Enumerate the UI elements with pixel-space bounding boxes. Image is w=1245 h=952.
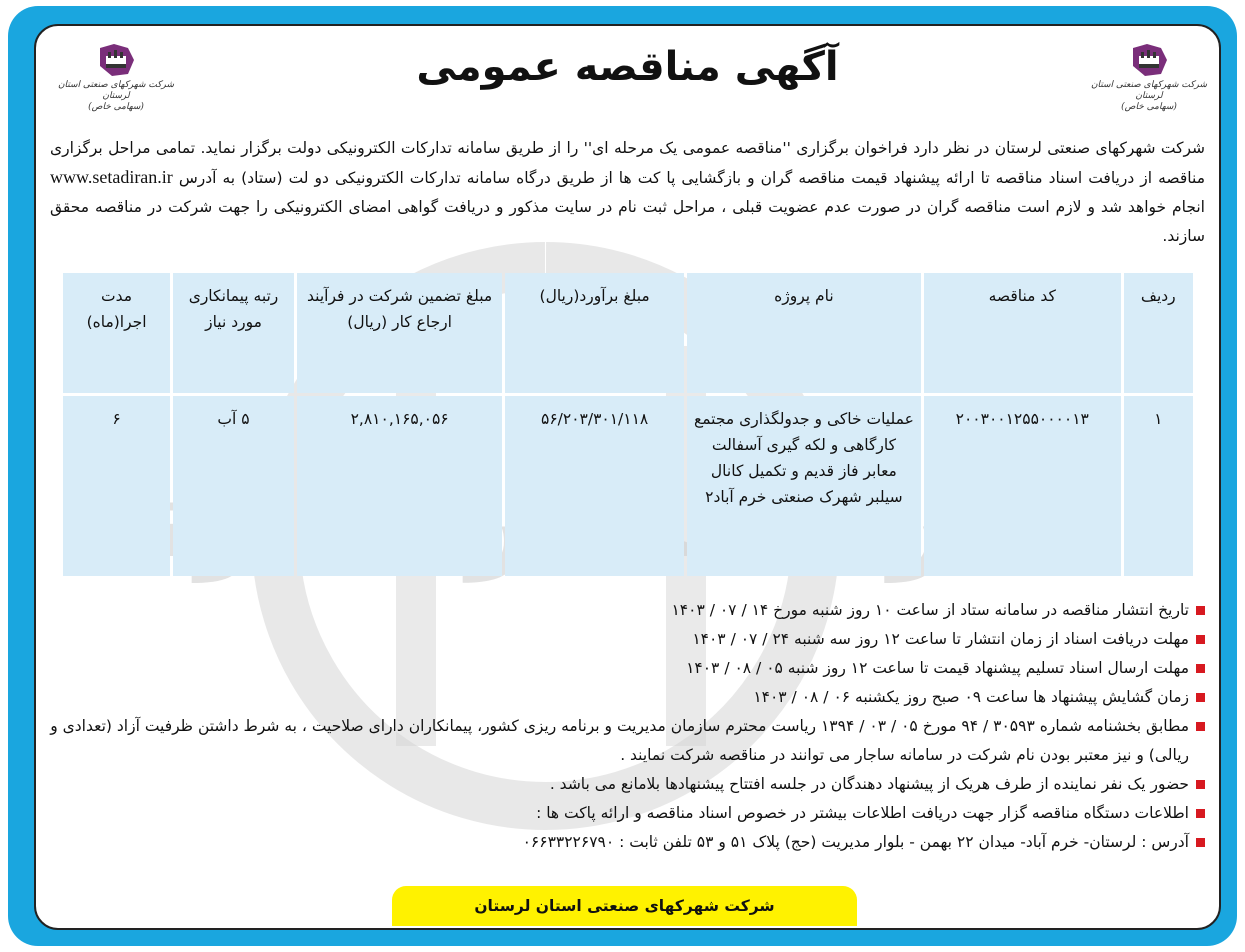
bullet-square-icon	[1196, 722, 1205, 731]
bullet-square-icon	[1196, 606, 1205, 615]
bullet-square-icon	[1196, 693, 1205, 702]
cell-project-name: عملیات خاکی و جدولگذاری مجتمع کارگاهی و لکه گیری آسفالت معابر فاز قدیم و تکمیل کانال سیلبر شهرک صنعتی خرم آباد۲	[687, 396, 921, 576]
list-item-text: حضور یک نفر نماینده از طرف هریک از پیشنهاد دهندگان در جلسه افتتاح پیشنهادها بلامانع می باشد .	[549, 775, 1189, 793]
list-item	[46, 799, 1205, 828]
col-header-row-number: ردیف	[1124, 273, 1193, 393]
list-item-text: آدرس : لرستان- خرم آباد- میدان ۲۲ بهمن - بلوار مدیریت (حج) پلاک ۵۱ و ۵۳ تلفن ثابت : ۰۶۶۳۳۲۲۶۷۹۰	[522, 833, 1189, 851]
list-item-text: مطابق بخشنامه شماره ۳۰۵۹۳ / ۹۴ مورخ ۰۵ / ۰۳ / ۱۳۹۴ ریاست محترم سازمان مدیریت و برنامه ریزی کشور، پیمانکاران دارای صلاحیت ، به شرط داشتن ظرفیت آزاد (تعدادی و ریالی) و نیز معتبر بودن نام شرکت در سامانه ساجار می توانند در مناقصه شرکت نمایند .	[50, 717, 1189, 764]
header	[36, 26, 1219, 126]
tender-details-list	[46, 596, 1205, 857]
list-item-text: مهلت ارسال اسناد تسلیم پیشنهاد قیمت تا ساعت ۱۲ روز شنبه ۰۵ / ۰۸ / ۱۴۰۳	[686, 659, 1189, 677]
map-logo-icon	[94, 40, 138, 80]
col-header-tender-code: کد مناقصه	[924, 273, 1121, 393]
list-item	[46, 712, 1205, 770]
list-item-text: مهلت دریافت اسناد از زمان انتشار تا ساعت ۱۲ روز سه شنبه ۲۴ / ۰۷ / ۱۴۰۳	[692, 630, 1189, 648]
logo-company-name: شرکت شهرکهای صنعتی استان لرستان	[1090, 80, 1208, 101]
cell-guarantee: ۲,۸۱۰,۱۶۵,۰۵۶	[297, 396, 503, 576]
list-item	[46, 828, 1205, 857]
bullet-square-icon	[1196, 635, 1205, 644]
col-header-contractor-rank: رتبه پیمانکاری مورد نیاز	[173, 273, 294, 393]
page-title: آگهی مناقصه عمومی	[416, 44, 839, 90]
cell-estimate: ۵۶/۲۰۳/۳۰۱/۱۱۸	[505, 396, 683, 576]
company-logo-left	[56, 40, 176, 120]
list-item	[46, 625, 1205, 654]
cell-contractor-rank: ۵ آب	[173, 396, 294, 576]
table-header-row	[63, 273, 1193, 393]
bullet-square-icon	[1196, 780, 1205, 789]
col-header-estimate: مبلغ برآورد(ریال)	[505, 273, 683, 393]
list-item	[46, 770, 1205, 799]
tender-table	[60, 270, 1196, 579]
list-item-text: اطلاعات دستگاه مناقصه گزار جهت دریافت اطلاعات بیشتر در خصوص اسناد مناقصه و ارائه پاکت ها :	[536, 804, 1189, 822]
list-item-text: زمان گشایش پیشنهاد ها ساعت ۰۹ صبح روز یکشنبه ۰۶ / ۰۸ / ۱۴۰۳	[753, 688, 1189, 706]
ad-panel	[34, 24, 1221, 930]
intro-paragraph	[50, 134, 1205, 251]
logo-company-type: (سهامی خاص)	[1121, 102, 1177, 112]
cell-duration: ۶	[63, 396, 170, 576]
list-item	[46, 596, 1205, 625]
intro-text-1: شرکت شهرکهای صنعتی لرستان در نظر دارد فراخوان برگزاری ''مناقصه عمومی یک مرحله ای'' را از طریق سامانه تدارکات الکترونیکی دولت برگزار نماید. تمامی مراحل برگزاری مناقصه از دریافت اسناد مناقصه تا ارائه پیشنهاد قیمت مناقصه گران و بازگشایی پا کت ها از طریق درگاه سامانه تدارکات الکترونیکی دو لت (ستاد) به آدرس	[50, 139, 1205, 187]
bullet-square-icon	[1196, 809, 1205, 818]
logo-company-type: (سهامی خاص)	[88, 102, 144, 112]
col-header-guarantee: مبلغ تضمین شرکت در فرآیند ارجاع کار (ریال)	[297, 273, 503, 393]
cell-tender-code: ۲۰۰۳۰۰۱۲۵۵۰۰۰۰۱۳	[924, 396, 1121, 576]
list-item	[46, 654, 1205, 683]
list-item	[46, 683, 1205, 712]
col-header-project-name: نام پروژه	[687, 273, 921, 393]
bullet-square-icon	[1196, 664, 1205, 673]
footer-company-badge: شرکت شهرکهای صنعتی استان لرستان	[392, 886, 857, 926]
col-header-duration: مدت اجرا(ماه)	[63, 273, 170, 393]
logo-company-name: شرکت شهرکهای صنعتی استان لرستان	[57, 80, 175, 101]
table-row	[63, 396, 1193, 576]
ad-frame	[8, 6, 1237, 946]
cell-row-number: ۱	[1124, 396, 1193, 576]
list-item-text: تاریخ انتشار مناقصه در سامانه ستاد از ساعت ۱۰ روز شنبه مورخ ۱۴ / ۰۷ / ۱۴۰۳	[671, 601, 1189, 619]
bullet-square-icon	[1196, 838, 1205, 847]
intro-text-2: انجام خواهد شد و لازم است مناقصه گران در صورت عدم عضویت قبلی ، مراحل ثبت نام در سایت مذکور و دریافت گواهی امضای الکترونیکی را جهت شرکت در مناقصه محقق سازند.	[50, 198, 1205, 245]
setad-link[interactable]: www.setadiran.ir	[50, 167, 173, 187]
